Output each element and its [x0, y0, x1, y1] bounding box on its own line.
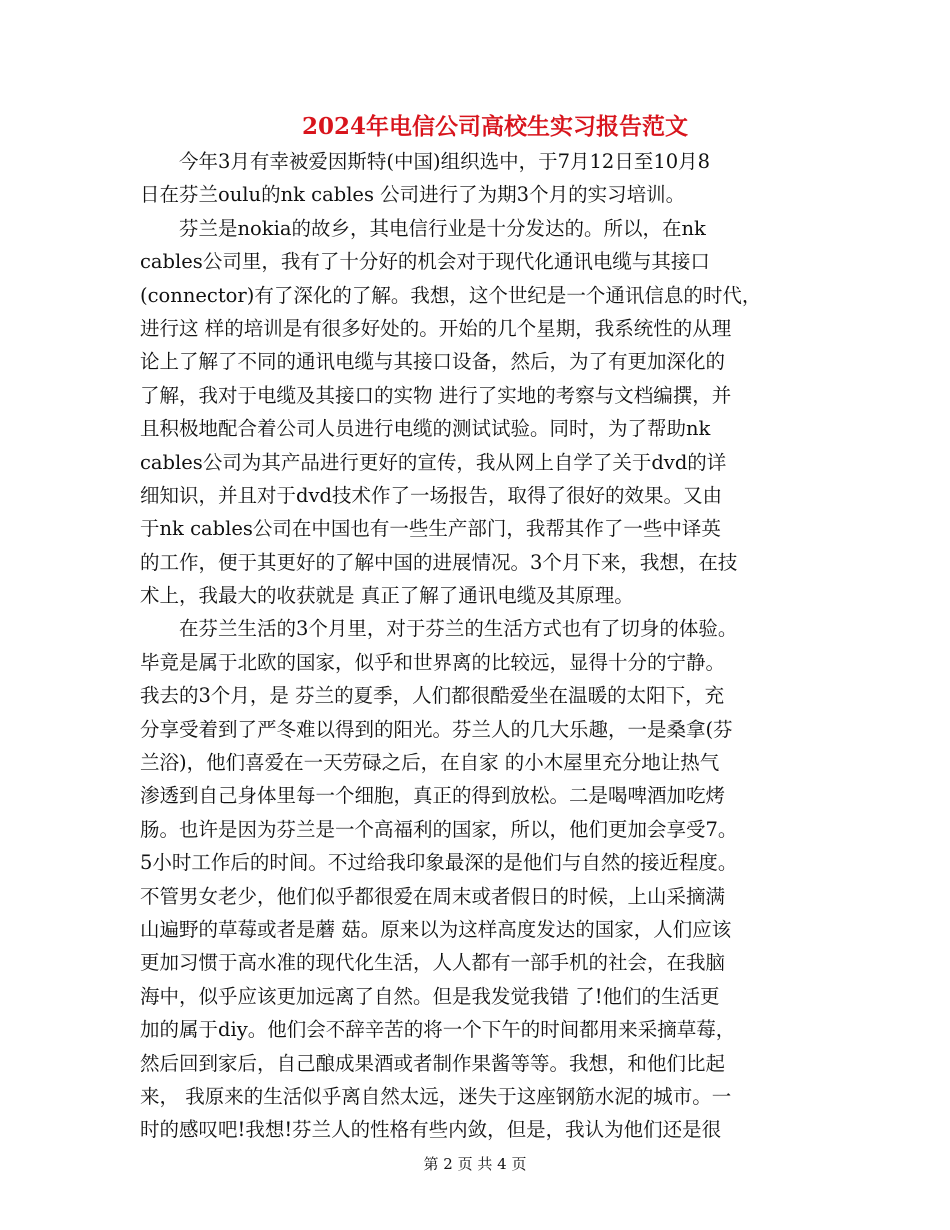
body-line: (connector)有了深化的了解。我想，这个世纪是一个通讯信息的时代，	[140, 283, 762, 307]
body-line: 于nk cables公司在中国也有一些生产部门，我帮其作了一些中译英	[140, 517, 721, 541]
body-line: 毕竟是属于北欧的国家，似乎和世界离的比较远，显得十分的宁静。	[140, 650, 726, 674]
body-line: 术上，我最大的收获就是 真正了解了通讯电缆及其原理。	[140, 584, 634, 608]
body-line: 分享受着到了严冬难以得到的阳光。芬兰人的几大乐趣，一是桑拿(芬	[140, 717, 733, 741]
body-line: 5小时工作后的时间。不过给我印象最深的是他们与自然的接近程度。	[140, 851, 738, 875]
body-line: 今年3月有幸被爱因斯特(中国)组织选中，于7月12日至10月8	[140, 150, 711, 173]
body-line: 细知识，并且对于dvd技术作了一场报告，取得了很好的效果。又由	[140, 483, 722, 507]
body-line: cables公司里，我有了十分好的机会对于现代化通讯电缆与其接口	[140, 250, 710, 274]
body-line: 加的属于diy。他们会不辞辛苦的将一个下午的时间都用来采摘草莓，	[140, 1018, 736, 1042]
page-footer: 第 2 页 共 4 页	[423, 1155, 527, 1173]
body-line: 且积极地配合着公司人员进行电缆的测试试验。同时，为了帮助nk	[140, 417, 711, 441]
body-line: 在芬兰生活的3个月里，对于芬兰的生活方式也有了切身的体验。	[140, 617, 738, 641]
body-line: 的工作，便于其更好的了解中国的进展情况。3个月下来，我想，在技	[140, 550, 738, 574]
body-line: 更加习惯于高水准的现代化生活，人人都有一部手机的社会，在我脑	[140, 951, 726, 975]
body-line: cables公司为其产品进行更好的宣传，我从网上自学了关于dvd的详	[140, 450, 727, 474]
body-line: 肠。也许是因为芬兰是一个高福利的国家，所以，他们更加会享受7。	[140, 817, 738, 841]
body-line: 渗透到自己身体里每一个细胞，真正的得到放松。二是喝啤酒加吃烤	[140, 784, 726, 808]
body-line: 山遍野的草莓或者是蘑 菇。原来以为这样高度发达的国家，人们应该	[140, 917, 732, 941]
body-line: 海中，似乎应该更加远离了自然。但是我发觉我错 了!他们的生活更	[140, 984, 720, 1008]
body-line: 时的感叹吧!我想!芬兰人的性格有些内敛，但是，我认为他们还是很	[140, 1118, 722, 1142]
body-line: 不管男女老少，他们似乎都很爱在周末或者假日的时候，上山采摘满	[140, 884, 726, 908]
body-line: 了解，我对于电缆及其接口的实物 进行了实地的考察与文档编撰，并	[140, 383, 732, 407]
body-line: 来， 我原来的生活似乎离自然太远，迷失于这座钢筋水泥的城市。一	[140, 1084, 732, 1108]
body-line: 然后回到家后，自己酿成果酒或者制作果酱等等。我想，和他们比起	[140, 1051, 726, 1075]
body-line: 芬兰是nokia的故乡，其电信行业是十分发达的。所以，在nk	[140, 216, 706, 240]
document-body	[140, 145, 812, 1147]
body-line: 论上了解了不同的通讯电缆与其接口设备，然后，为了有更加深化的	[140, 350, 726, 374]
body-line: 兰浴)，他们喜爱在一天劳碌之后，在自家 的小木屋里充分地让热气	[140, 751, 720, 775]
document-title: 2024年电信公司高校生实习报告范文	[301, 113, 688, 140]
body-line: 我去的3个月，是 芬兰的夏季，人们都很酷爱坐在温暖的太阳下，充	[140, 684, 725, 708]
body-line: 日在芬兰oulu的nk cables 公司进行了为期3个月的实习培训。	[140, 183, 686, 207]
body-line: 进行这 样的培训是有很多好处的。开始的几个星期，我系统性的从理	[140, 316, 732, 340]
